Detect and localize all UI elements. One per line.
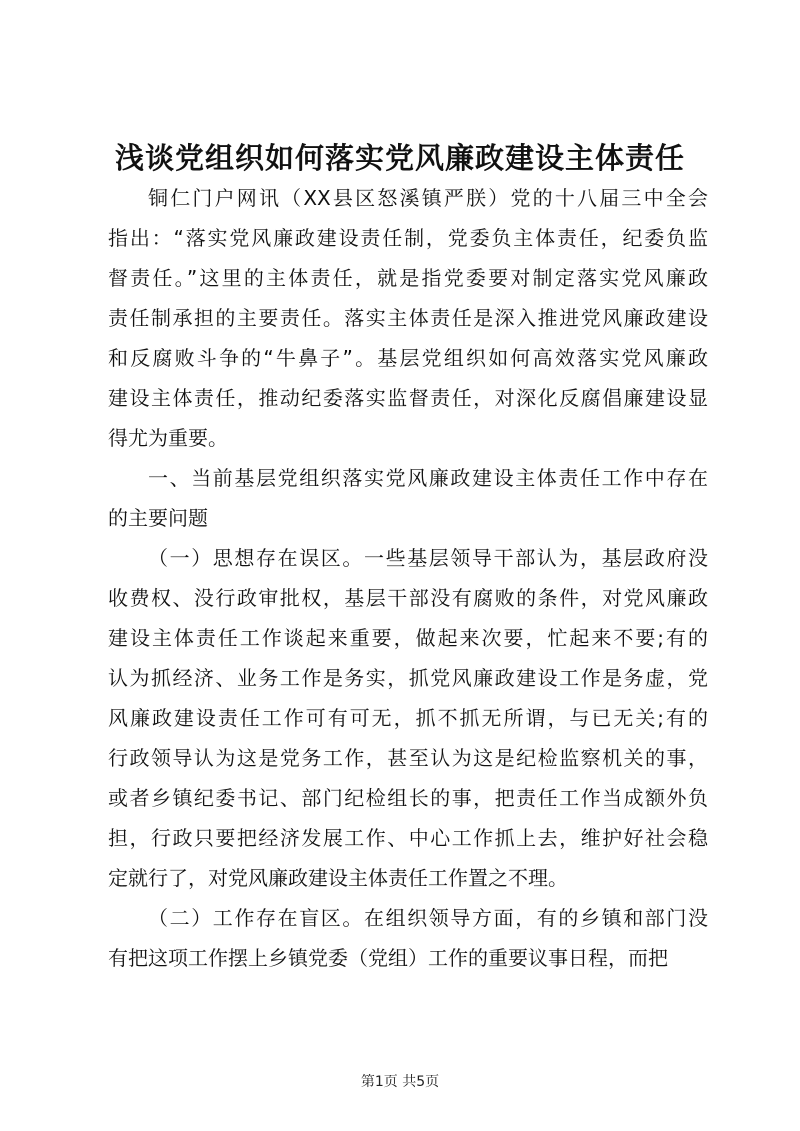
paragraph-line: 有把这项工作摆上乡镇党委（党组）工作的重要议事日程，而把 [108,946,668,970]
paragraph-line: 认为抓经济、业务工作是务实，抓党风廉政建设工作是务虚，党 [108,666,708,690]
paragraph-line: 担，行政只要把经济发展工作、中心工作抓上去，维护好社会稳 [108,826,708,850]
page-footer: 第1页 共5页 [360,1074,440,1090]
paragraph-line: 风廉政建设责任工作可有可无，抓不抓无所谓，与已无关;有的 [108,706,708,730]
paragraph-line: （一）思想存在误区。一些基层领导干部认为，基层政府没 [148,546,708,570]
paragraph-line: 定就行了，对党风廉政建设主体责任工作置之不理。 [108,866,568,890]
document-body [108,178,708,978]
paragraph-line: 建设主体责任工作谈起来重要，做起来次要，忙起来不要;有的 [108,626,708,650]
paragraph-line: 铜仁门户网讯（XX县区怒溪镇严朕）党的十八届三中全会 [148,186,708,210]
paragraph-line: 指出：“落实党风廉政建设责任制，党委负主体责任，纪委负监 [108,226,708,250]
paragraph-line: 一、当前基层党组织落实党风廉政建设主体责任工作中存在 [148,466,708,490]
paragraph-line: 的主要问题 [108,506,208,530]
paragraph-line: 收费权、没行政审批权，基层干部没有腐败的条件，对党风廉政 [108,586,708,610]
paragraph-line: 督责任。”这里的主体责任，就是指党委要对制定落实党风廉政 [108,266,708,290]
paragraph-line: 和反腐败斗争的“牛鼻子”。基层党组织如何高效落实党风廉政 [108,346,708,370]
paragraph [108,898,708,978]
paragraph [108,178,708,458]
paragraph-line: 责任制承担的主要责任。落实主体责任是深入推进党风廉政建设 [108,306,708,330]
paragraph [108,538,708,898]
paragraph-line: 得尤为重要。 [108,426,228,450]
paragraph-line: 建设主体责任，推动纪委落实监督责任，对深化反腐倡廉建设显 [108,386,708,410]
document-title: 浅谈党组织如何落实党风廉政建设主体责任 [114,141,685,175]
paragraph [108,458,708,538]
paragraph-line: （二）工作存在盲区。在组织领导方面，有的乡镇和部门没 [148,906,708,930]
paragraph-line: 或者乡镇纪委书记、部门纪检组长的事，把责任工作当成额外负 [108,786,708,810]
paragraph-line: 行政领导认为这是党务工作，甚至认为这是纪检监察机关的事， [108,746,708,770]
